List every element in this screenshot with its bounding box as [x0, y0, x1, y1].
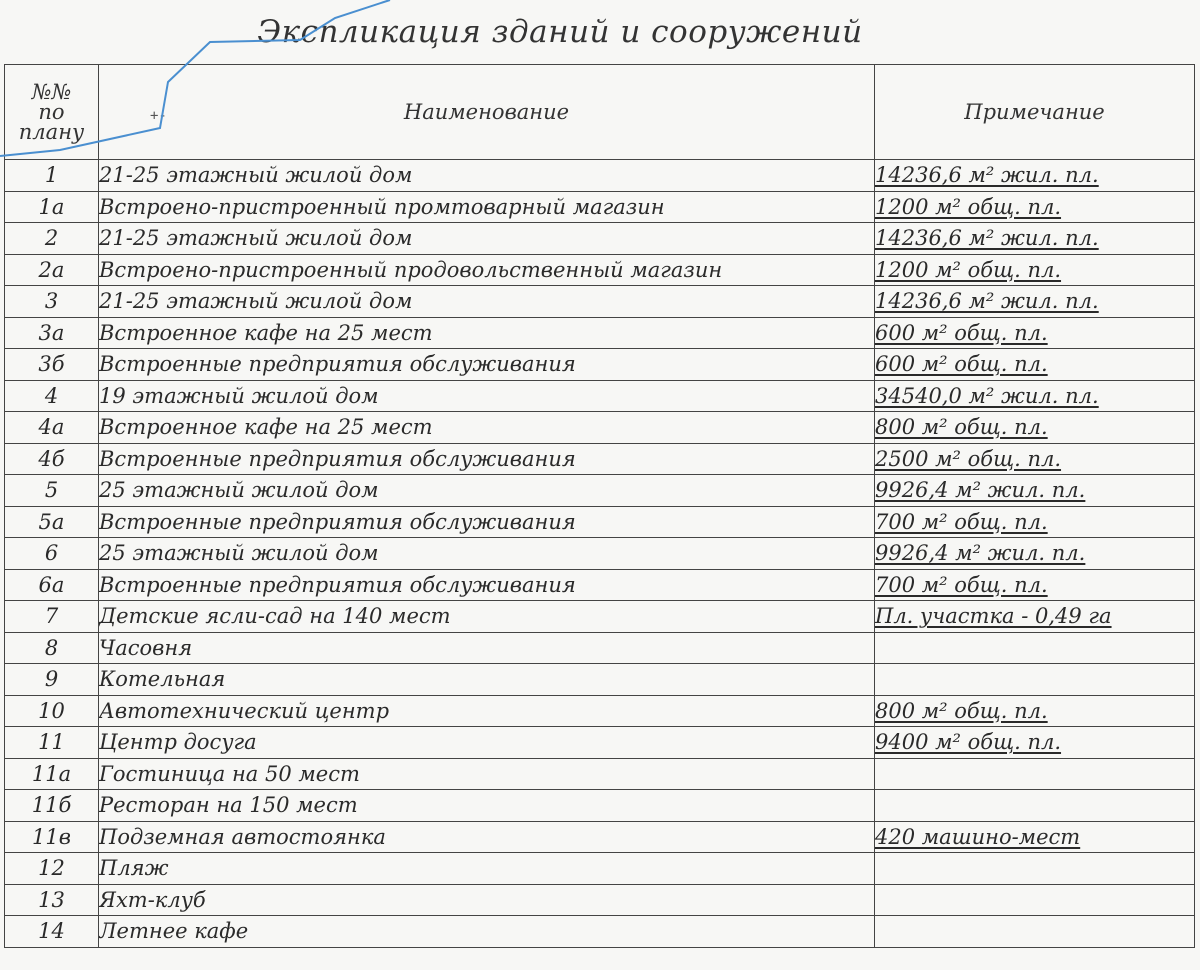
- row-number: 4а: [5, 412, 99, 444]
- row-number: 1: [5, 160, 99, 192]
- table-row: [5, 254, 1195, 286]
- row-note-text: 9926,4 м² жил. пл.: [875, 541, 1086, 566]
- row-note: [875, 853, 1195, 885]
- row-note: [875, 821, 1195, 853]
- row-number: 3а: [5, 317, 99, 349]
- row-name: Ресторан на 150 мест: [99, 790, 875, 822]
- row-number: 14: [5, 916, 99, 948]
- row-number: 2а: [5, 254, 99, 286]
- row-note: [875, 475, 1195, 507]
- row-number: 2: [5, 223, 99, 255]
- row-note: [875, 632, 1195, 664]
- table-row: [5, 916, 1195, 948]
- row-name: Встроенные предприятия обслуживания: [99, 349, 875, 381]
- row-number: 1а: [5, 191, 99, 223]
- row-note-text: 800 м² общ. пл.: [875, 415, 1048, 440]
- explication-table: [4, 64, 1195, 948]
- row-note-text: 14236,6 м² жил. пл.: [875, 226, 1099, 251]
- row-name: Автотехнический центр: [99, 695, 875, 727]
- table-row: [5, 160, 1195, 192]
- table-header-row: [5, 65, 1195, 160]
- table-row: [5, 821, 1195, 853]
- row-name: Подземная автостоянка: [99, 821, 875, 853]
- row-note: [875, 884, 1195, 916]
- row-number: 10: [5, 695, 99, 727]
- row-note-text: Пл. участка - 0,49 га: [875, 604, 1112, 629]
- row-number: 3б: [5, 349, 99, 381]
- row-note-text: 1200 м² общ. пл.: [875, 194, 1062, 219]
- row-number: 12: [5, 853, 99, 885]
- row-number: 6а: [5, 569, 99, 601]
- table-row: [5, 412, 1195, 444]
- table-row: [5, 443, 1195, 475]
- row-number: 13: [5, 884, 99, 916]
- row-note: [875, 254, 1195, 286]
- table-row: [5, 601, 1195, 633]
- row-number: 4: [5, 380, 99, 412]
- table-row: [5, 191, 1195, 223]
- table-row: [5, 727, 1195, 759]
- row-name: Гостиница на 50 мест: [99, 758, 875, 790]
- row-name: Центр досуга: [99, 727, 875, 759]
- row-note: [875, 664, 1195, 696]
- table-row: [5, 317, 1195, 349]
- row-name: Встроенные предприятия обслуживания: [99, 443, 875, 475]
- row-note: [875, 443, 1195, 475]
- row-note-text: 9400 м² общ. пл.: [875, 730, 1062, 755]
- column-header-number: [5, 65, 99, 160]
- row-note: [875, 412, 1195, 444]
- header-num-line-1: №№: [31, 80, 72, 104]
- row-name: Летнее кафе: [99, 916, 875, 948]
- table-row: [5, 223, 1195, 255]
- column-header-note: Примечание: [875, 65, 1195, 160]
- row-number: 5а: [5, 506, 99, 538]
- row-note: [875, 538, 1195, 570]
- row-name: Котельная: [99, 664, 875, 696]
- row-name: Встроено-пристроенный промтоварный магазин: [99, 191, 875, 223]
- row-name: Часовня: [99, 632, 875, 664]
- row-note: [875, 569, 1195, 601]
- row-note-text: 9926,4 м² жил. пл.: [875, 478, 1086, 503]
- header-num-line-3: плану: [18, 120, 85, 144]
- row-name: Встроенное кафе на 25 мест: [99, 412, 875, 444]
- table-row: [5, 286, 1195, 318]
- row-name: 25 этажный жилой дом: [99, 475, 875, 507]
- row-note: [875, 916, 1195, 948]
- row-note: [875, 601, 1195, 633]
- row-number: 11: [5, 727, 99, 759]
- row-name: Встроено-пристроенный продовольственный магазин: [99, 254, 875, 286]
- row-number: 5: [5, 475, 99, 507]
- row-name: Встроенные предприятия обслуживания: [99, 569, 875, 601]
- row-name: 21-25 этажный жилой дом: [99, 160, 875, 192]
- header-num-line-2: по: [38, 100, 65, 124]
- row-note: [875, 349, 1195, 381]
- table-row: [5, 664, 1195, 696]
- row-note-text: 700 м² общ. пл.: [875, 572, 1048, 597]
- row-name: 25 этажный жилой дом: [99, 538, 875, 570]
- row-number: 8: [5, 632, 99, 664]
- row-note: [875, 790, 1195, 822]
- table-row: [5, 790, 1195, 822]
- row-note: [875, 160, 1195, 192]
- row-note: [875, 223, 1195, 255]
- row-number: 9: [5, 664, 99, 696]
- document-title: Экспликация зданий и сооружений: [257, 14, 863, 50]
- table-row: [5, 569, 1195, 601]
- row-note: [875, 380, 1195, 412]
- row-note-text: 600 м² общ. пл.: [875, 320, 1048, 345]
- row-note-text: 34540,0 м² жил. пл.: [875, 383, 1099, 408]
- row-name: Пляж: [99, 853, 875, 885]
- row-note-text: 1200 м² общ. пл.: [875, 257, 1062, 282]
- table-row: [5, 884, 1195, 916]
- row-note-text: 14236,6 м² жил. пл.: [875, 289, 1099, 314]
- table-row: [5, 632, 1195, 664]
- row-number: 7: [5, 601, 99, 633]
- row-note: [875, 695, 1195, 727]
- row-note-text: 2500 м² общ. пл.: [875, 446, 1062, 471]
- row-note: [875, 727, 1195, 759]
- row-note-text: 700 м² общ. пл.: [875, 509, 1048, 534]
- row-name: Детские ясли-сад на 140 мест: [99, 601, 875, 633]
- row-name: Яхт-клуб: [99, 884, 875, 916]
- table-row: [5, 475, 1195, 507]
- row-number: 6: [5, 538, 99, 570]
- row-name: Встроенное кафе на 25 мест: [99, 317, 875, 349]
- row-note: [875, 317, 1195, 349]
- cursor-mark-icon: +-: [150, 108, 167, 124]
- row-note-text: 14236,6 м² жил. пл.: [875, 163, 1099, 188]
- row-number: 4б: [5, 443, 99, 475]
- table-row: [5, 695, 1195, 727]
- table-row: [5, 380, 1195, 412]
- row-name: 21-25 этажный жилой дом: [99, 223, 875, 255]
- row-note: [875, 506, 1195, 538]
- row-note-text: 800 м² общ. пл.: [875, 698, 1048, 723]
- row-number: 11б: [5, 790, 99, 822]
- table-row: [5, 506, 1195, 538]
- row-note: [875, 286, 1195, 318]
- table-row: [5, 349, 1195, 381]
- row-number: 3: [5, 286, 99, 318]
- table-row: [5, 538, 1195, 570]
- row-note: [875, 191, 1195, 223]
- column-header-name: Наименование: [99, 65, 875, 160]
- row-name: 21-25 этажный жилой дом: [99, 286, 875, 318]
- table-row: [5, 758, 1195, 790]
- row-note-text: 420 машино-мест: [875, 824, 1081, 849]
- row-note-text: 600 м² общ. пл.: [875, 352, 1048, 377]
- row-note: [875, 758, 1195, 790]
- row-name: 19 этажный жилой дом: [99, 380, 875, 412]
- table-row: [5, 853, 1195, 885]
- row-number: 11а: [5, 758, 99, 790]
- row-name: Встроенные предприятия обслуживания: [99, 506, 875, 538]
- row-number: 11в: [5, 821, 99, 853]
